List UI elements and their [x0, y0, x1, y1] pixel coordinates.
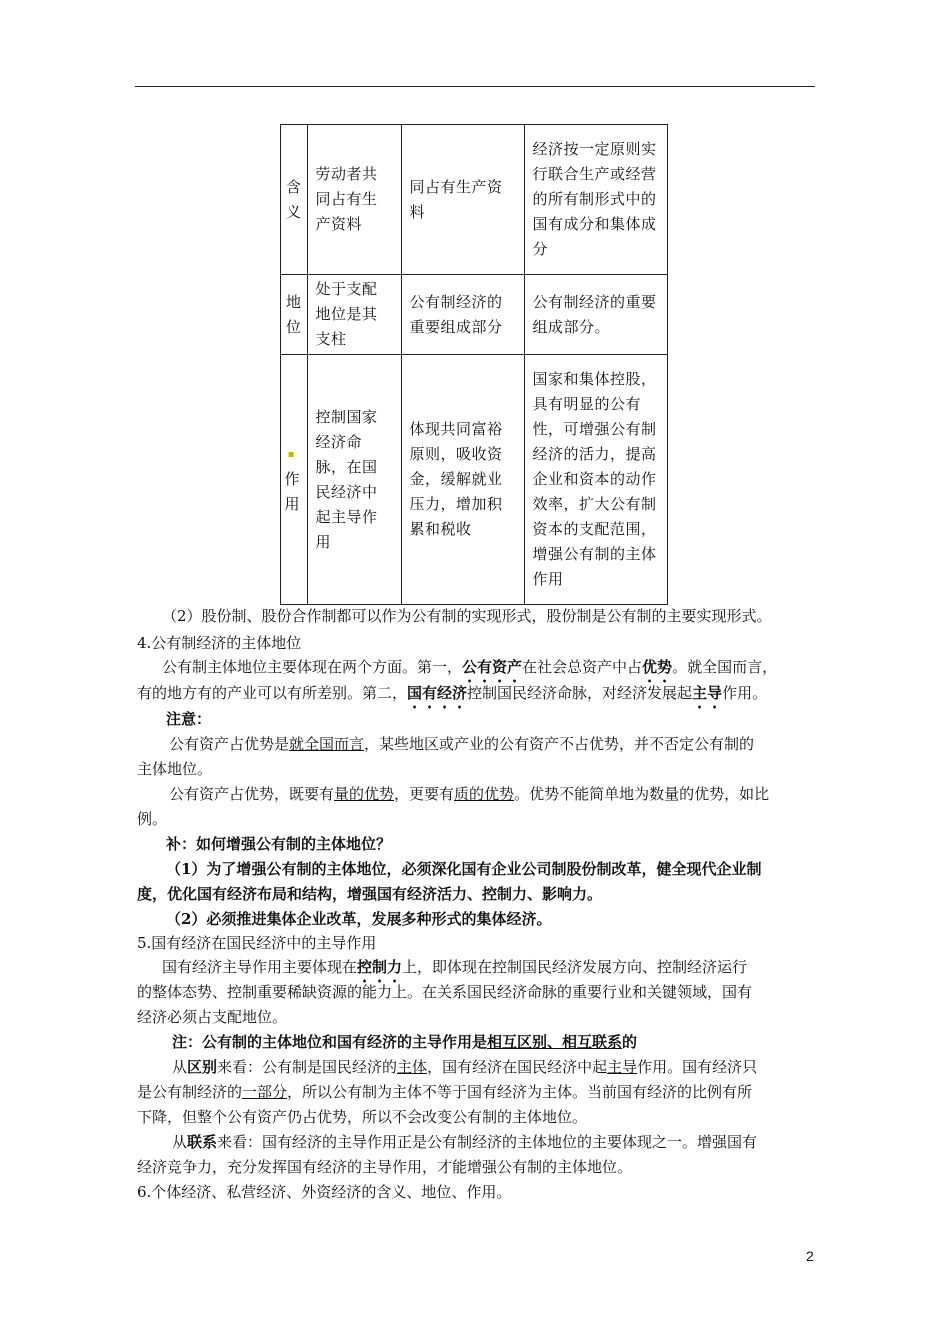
header-rule	[135, 86, 815, 87]
comparison-table	[280, 124, 668, 605]
supplement-item-2: （2）必须推进集体企业改革，发展多种形式的集体经济。	[166, 910, 552, 928]
row-header: 地位	[281, 275, 308, 355]
emphasis-text: 控制力	[357, 958, 403, 976]
emphasis-text: 公有资产	[462, 658, 523, 676]
paragraph-difference-line1	[172, 1054, 757, 1080]
text-run: 公有资产占优势，既要有	[169, 785, 335, 803]
paragraph-leading-role-line2: 的整体态势、控制重要稀缺资源的能力上。在关系国民经济命脉的重要行业和关键领域，国有	[137, 983, 753, 1001]
text-run: 。就全国而言，	[672, 658, 778, 676]
text-run: 控制国民经济命脉，对经济发展起	[467, 684, 693, 702]
underlined-text: 质的优势	[454, 785, 515, 803]
underlined-text: 就全国而言	[289, 735, 365, 753]
table-cell: 公有制经济的重要组成部分。	[524, 275, 667, 355]
table-cell: 体现共同富裕原则，吸收资金，缓解就业压力，增加积累和税收	[401, 355, 524, 605]
text-run: 注：公有制的主体地位和国有经济的主导作用是	[172, 1033, 488, 1051]
supplement-item-1-line2: 度，优化国有经济布局和结构，增强国有经济活力、控制力、影响力。	[137, 885, 603, 903]
underlined-text: 主体	[397, 1058, 428, 1076]
emphasis-text: 优势	[642, 658, 673, 676]
paragraph-shareholding: （2）股份制、股份合作制都可以作为公有制的实现形式，股份制是公有制的主要实现形式。	[162, 607, 772, 625]
underlined-text: 量的优势	[334, 785, 395, 803]
table-row	[281, 125, 668, 275]
underlined-text: 主导	[607, 1058, 638, 1076]
table-cell: 经济按一定原则实行联合生产或经营的所有制形式中的国有成分和集体成分	[524, 125, 667, 275]
bold-text: 区别	[187, 1058, 218, 1076]
row-header: 含义	[281, 125, 308, 275]
section-heading-6: 6.个体经济、私营经济、外资经济的含义、地位、作用。	[137, 1183, 512, 1201]
section-heading-5: 5.国有经济在国民经济中的主导作用	[137, 934, 377, 952]
text-run: 有的地方有的产业可以有所差别。第二，	[137, 684, 408, 702]
table-cell: 控制国家经济命脉，在国民经济中起主导作用	[307, 355, 401, 605]
text-run: 从	[172, 1058, 188, 1076]
text-run: ，某些地区或产业的公有资产不占优势，并不否定公有制的	[364, 735, 755, 753]
table-row	[281, 275, 668, 355]
text-run: 来看：国有经济的主导作用正是公有制经济的主体地位的主要体现之一。增强国有	[217, 1133, 758, 1151]
text-run: 公有制主体地位主要体现在两个方面。第一，	[162, 658, 463, 676]
row-header-label: 作用	[284, 470, 301, 514]
text-run: 作用。	[722, 684, 768, 702]
table-cell: 国家和集体控股，具有明显的公有性，可增强公有制经济的活力，提高企业和资本的动作效率，扩大公有制资本的支配范围，增强公有制的主体作用	[524, 355, 667, 605]
table-cell: 劳动者共同占有生产资料	[307, 125, 401, 275]
text-run: 国有经济主导作用主要体现在	[162, 958, 358, 976]
text-run: 来看：公有制是国民经济的	[217, 1058, 398, 1076]
paragraph-difference-line2	[137, 1079, 752, 1105]
table-row	[281, 355, 668, 605]
paragraph-connection-line1	[172, 1129, 757, 1155]
table-cell: 公有制经济的重要组成部分	[401, 275, 524, 355]
paragraph-note-line1	[169, 731, 754, 757]
paragraph-note-line2: 主体地位。	[137, 760, 213, 778]
underlined-text: 相互区别、相互联系	[487, 1033, 623, 1051]
text-run: 公有资产占优势是	[169, 735, 290, 753]
paragraph-connection-line2: 经济竞争力，充分发挥国有经济的主导作用，才能增强公有制的主体地位。	[137, 1158, 633, 1176]
row-header	[281, 355, 308, 605]
emphasis-text: 国有经济	[407, 684, 468, 702]
underlined-text: 一部分	[242, 1083, 288, 1101]
text-run: 在社会总资产中占	[522, 658, 643, 676]
text-run: 。优势不能简单地为数量的优势，如比	[514, 785, 770, 803]
paragraph-leading-role-line3: 经济必须占支配地位。	[137, 1008, 288, 1026]
section-heading-4: 4.公有制经济的主体地位	[137, 634, 302, 652]
emphasis-text: 主导	[692, 684, 723, 702]
text-run: 的	[622, 1033, 638, 1051]
supplement-item-1-line1: （1）为了增强公有制的主体地位，必须深化国有企业公司制股份制改革，健全现代企业制	[166, 860, 762, 878]
text-run: ，更要有	[394, 785, 455, 803]
text-run: 作用。国有经济只	[637, 1058, 758, 1076]
page-number: 2	[806, 1248, 814, 1264]
text-run: 是公有制经济的	[137, 1083, 243, 1101]
text-run: ，国有经济在国民经济中起	[427, 1058, 608, 1076]
paragraph-advantage-line1	[169, 781, 769, 807]
paragraph-difference-line3: 下降，但整个公有资产仍占优势，所以不会改变公有制的主体地位。	[137, 1108, 588, 1126]
paragraph-main-position-line2	[137, 680, 767, 712]
bold-text: 联系	[187, 1133, 218, 1151]
text-run: 上，即体现在控制国民经济发展方向、控制经济运行	[402, 958, 748, 976]
text-run: ，所以公有制为主体不等于国有经济为主体。当前国有经济的比例有所	[287, 1083, 753, 1101]
marker-glyph: ▪	[287, 449, 295, 461]
supplement-heading: 补：如何增强公有制的主体地位？	[166, 835, 392, 853]
table-cell: 处于支配地位是其支柱	[307, 275, 401, 355]
text-run: 从	[172, 1133, 188, 1151]
paragraph-advantage-line2: 例。	[137, 810, 168, 828]
note-label: 注意：	[166, 710, 212, 728]
table-cell: 同占有生产资料	[401, 125, 524, 275]
note-relationship	[172, 1029, 637, 1055]
